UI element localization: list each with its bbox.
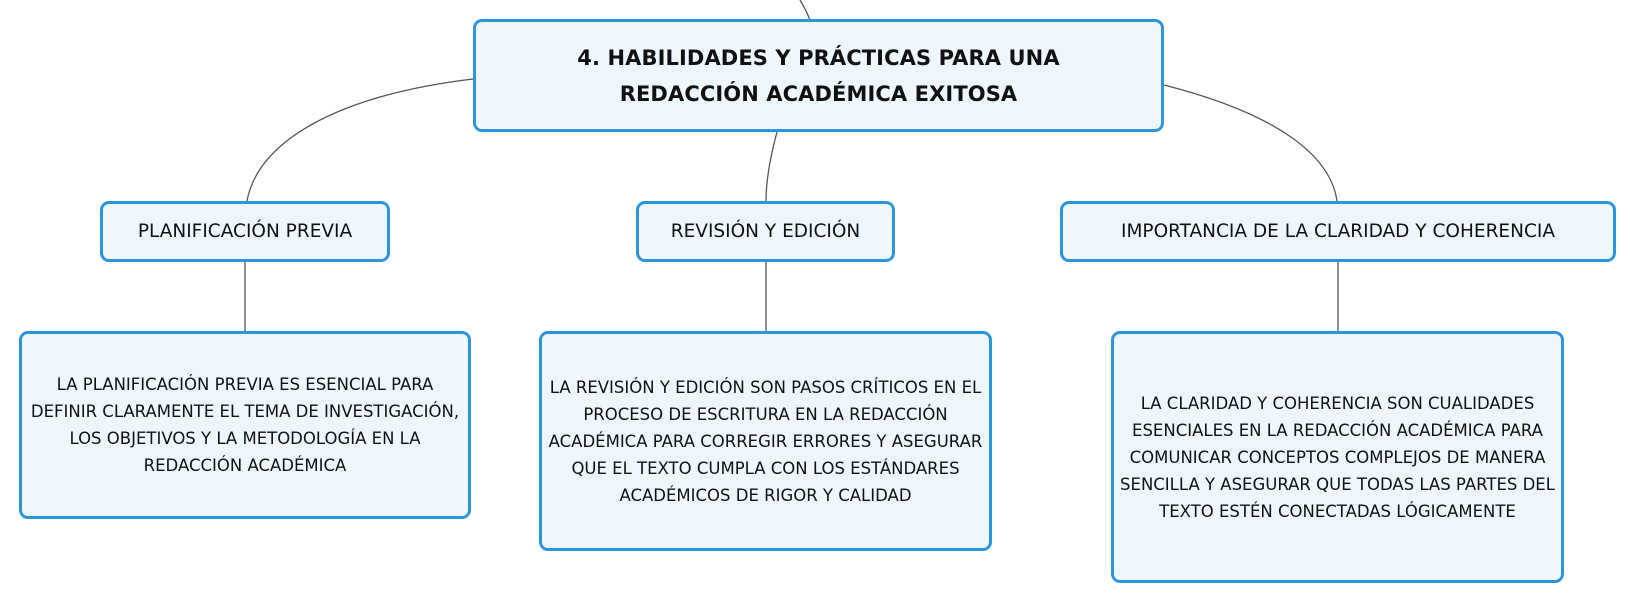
connector-parent-to-root bbox=[800, 0, 810, 20]
branch-node-revision[interactable] bbox=[636, 201, 895, 262]
branch-title-planificacion: PLANIFICACIÓN PREVIA bbox=[137, 221, 353, 242]
root-title: 4. HABILIDADES Y PRÁCTICAS PARA UNA REDACCIÓN ACADÉMICA EXITOSA bbox=[577, 45, 1060, 106]
branch-title-revision: REVISIÓN Y EDICIÓN bbox=[670, 221, 861, 242]
root-node[interactable] bbox=[473, 19, 1164, 132]
detail-node-planificacion[interactable] bbox=[19, 331, 471, 519]
detail-text-revision: LA REVISIÓN Y EDICIÓN SON PASOS CRÍTICOS EN EL PROCESO DE ESCRITURA EN LA REDACCIÓN ACADÉMICA PARA CORREGIR ERRORES Y ASEGURAR QUE EL TEXTO CUMPLA CON LOS ESTÁNDARES ACADÉMICOS DE RIGOR Y CALIDAD bbox=[548, 377, 983, 505]
connector-root-to-planificacion bbox=[247, 79, 473, 201]
branch-node-planificacion[interactable] bbox=[100, 201, 390, 262]
detail-text-claridad: LA CLARIDAD Y COHERENCIA SON CUALIDADES ESENCIALES EN LA REDACCIÓN ACADÉMICA PARA COMUNICAR CONCEPTOS COMPLEJOS DE MANERA SENCILLA Y ASEGURAR QUE TODAS LAS PARTES DEL TEXTO ESTÉN CONECTADAS LÓGICAMENTE bbox=[1120, 393, 1555, 521]
branch-title-claridad: IMPORTANCIA DE LA CLARIDAD Y COHERENCIA bbox=[1121, 221, 1555, 242]
detail-node-claridad[interactable] bbox=[1111, 331, 1564, 583]
connector-root-to-revision bbox=[766, 132, 777, 201]
branch-node-claridad[interactable] bbox=[1060, 201, 1616, 262]
connector-root-to-claridad bbox=[1164, 85, 1337, 201]
detail-text-planificacion: LA PLANIFICACIÓN PREVIA ES ESENCIAL PARA DEFINIR CLARAMENTE EL TEMA DE INVESTIGACIÓN, LOS OBJETIVOS Y LA METODOLOGÍA EN LA REDACCIÓN ACADÉMICA bbox=[30, 375, 460, 475]
detail-node-revision[interactable] bbox=[539, 331, 992, 551]
